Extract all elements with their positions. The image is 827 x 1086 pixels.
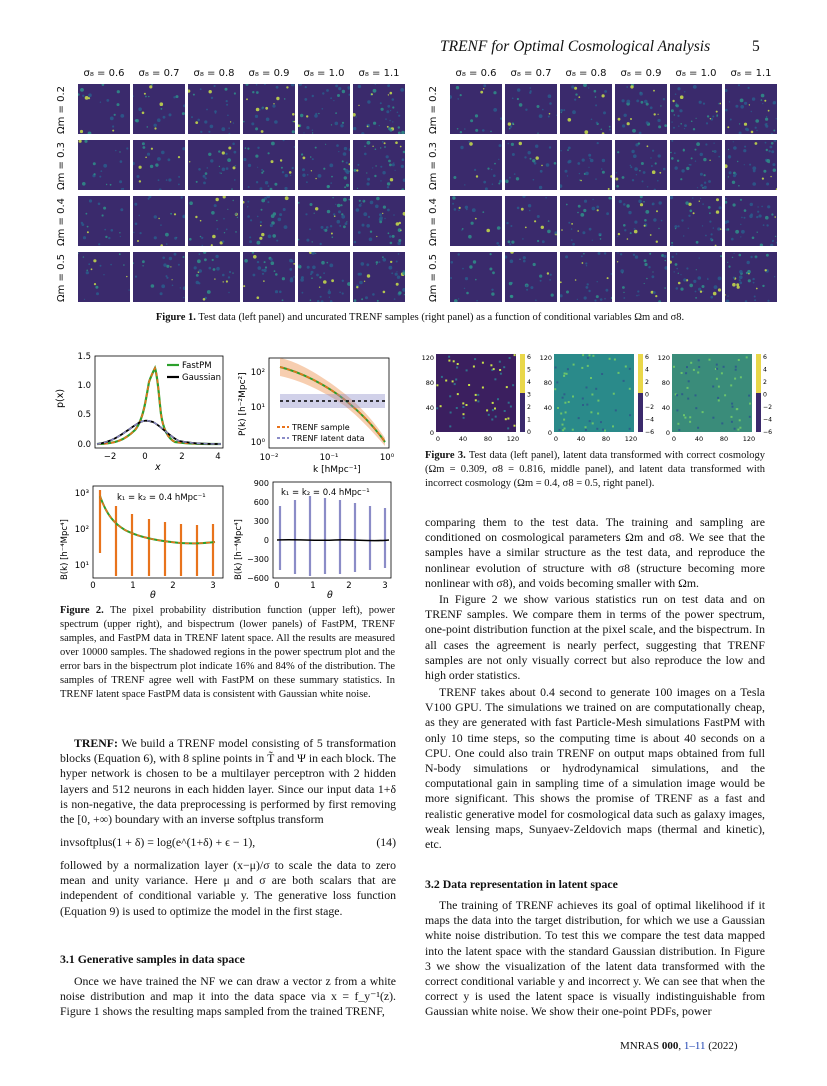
figure-2-caption-label: Figure 2. [60,605,104,616]
density-map-tile [188,196,240,246]
density-map-tile [615,196,667,246]
map-xtick: 80 [601,435,611,443]
map-xtick: 120 [742,435,756,443]
omega-m-row-label: Ωm = 0.5 [56,253,67,302]
bk-right-ylabel: B(k) [h⁻⁴Mpc⁴] [234,519,244,580]
colorbar-tick: 0 [763,391,767,399]
pdf-ylabel: p(x) [55,388,66,408]
map-ytick: 40 [425,404,434,412]
density-map-tile [298,196,350,246]
sigma8-column-label: σ₈ = 0.9 [620,68,662,79]
bk-right-xtick: 1 [310,581,316,591]
map-ytick: 120 [539,354,552,362]
legend-fastpm-label: FastPM [182,361,212,371]
density-map-tile [188,140,240,190]
density-map-tile [353,140,405,190]
colorbar-tick: −2 [645,404,655,411]
figure-3-caption [425,449,765,491]
density-map-tile [298,84,350,134]
map-xtick: 120 [624,435,638,443]
colorbar-tick: −4 [763,416,772,424]
density-map-tile [133,252,185,302]
bk-left-xtick: 0 [90,581,96,591]
pk-latent-band [280,394,385,408]
density-map-tile [78,196,130,246]
map-xtick: 80 [719,435,729,443]
figure-3-caption-label: Figure 3. [425,450,466,461]
sigma8-column-label: σ₈ = 0.6 [83,68,125,79]
density-map-tile [450,252,502,302]
right-paragraph-1 [425,515,765,591]
colorbar-tick: 1 [527,416,531,424]
density-map-tile [505,140,557,190]
pdf-gaussian-curve [97,421,221,444]
bk-right-errorbars [280,496,385,576]
sigma8-column-label: σ₈ = 0.7 [138,68,180,79]
sigma8-column-label: σ₈ = 0.6 [455,68,497,79]
right-paragraph-3 [425,685,765,852]
density-map-tile [450,84,502,134]
map-xtick: 0 [435,435,441,443]
density-map-tile [725,196,777,246]
bk-left-ytick: 10¹ [74,561,89,571]
map-xtick: 120 [506,435,520,443]
density-map-tile [505,252,557,302]
omega-m-row-label: Ωm = 0.5 [428,253,439,302]
density-map-tile [298,140,350,190]
density-map-tile [188,84,240,134]
footer-year: (2022) [708,1040,738,1052]
density-map-tile [560,140,612,190]
equation-14 [60,835,396,850]
page-footer: MNRAS 000, 1–11 (2022) [620,1040,738,1052]
pdf-latent-curve [97,421,221,444]
map-ytick: 0 [547,429,552,437]
colorbar-tick: −4 [645,416,655,424]
omega-m-row-label: Ωm = 0.3 [428,141,439,190]
legend-trenf-sample-label: TRENF sample [292,423,350,432]
density-map-tile [670,84,722,134]
density-map-tile [353,252,405,302]
colorbar-tick: 4 [527,379,531,386]
section-3-2-heading: 3.2 Data representation in latent space [425,877,618,891]
pdf-ytick: 0.0 [77,440,91,450]
map-xtick: 40 [458,435,468,443]
map-xtick: 40 [694,435,704,443]
colorbar-tick: 3 [527,391,531,399]
colorbar-tick: 4 [645,366,649,374]
colorbar-tick: 5 [527,366,531,374]
density-map-tile [725,84,777,134]
density-map-tile [133,84,185,134]
colorbar-tick: −2 [763,404,772,411]
density-map-tile [615,252,667,302]
map-xtick: 0 [671,435,677,443]
pdf-xtick: −2 [103,452,117,462]
map-ytick: 0 [429,429,434,437]
pdf-ytick: 0.5 [77,410,91,420]
bk-right-ytick: −600 [247,574,269,583]
sigma8-column-label: σ₈ = 0.7 [510,68,552,79]
trenf-model-paragraph [60,736,396,827]
sigma8-column-label: σ₈ = 1.0 [675,68,717,79]
bk-right-panel [234,479,391,600]
density-map-tile [188,252,240,302]
density-map-tile [670,140,722,190]
pdf-ytick: 1.5 [77,352,91,362]
sigma8-column-label: σ₈ = 1.1 [730,68,772,79]
figure-2-caption-text: The pixel probability distribution function (upper left), power spectrum (upper right), and bispectrum (lower panels) of FastPM, TRENF samples, and FastPM data in TRENF latent space. All the results are measured over 10000 samples. The shadowed regions in the power spectrum plot and the error bars in the bispectrum plot indicate 16% and 84% of the distribution. The samples of TRENF agree well with FastPM on these summary statistics. In TRENF latent space FastPM data is consistent with Gaussian white noise. [60,605,395,700]
section-3-2-paragraph-text: The training of TRENF achieves its goal of optimal likelihood if it maps the data into the target distribution, for which we use a Gaussian white noise distribution. To test this we compare the test data mapped into the latent space with the standard Gaussian distribution. In Figure 3 we show the visualization of the latent data transformed with the correct conditional variable y and incorrect y. We can see that when the correct y is used the latent space is visually indistinguishable from Gaussian white noise. We show their one-point PDFs, power [425,898,765,1019]
legend-gaussian-label: Gaussian [182,373,221,383]
bk-right-xtick: 3 [382,581,388,591]
bk-left-ytick: 10² [74,525,89,535]
colorbar-tick: 6 [645,354,649,361]
density-map-tile [615,84,667,134]
density-map-tile [450,140,502,190]
density-map-tile [353,196,405,246]
right-paragraph-3-text: TRENF takes about 0.4 second to generate 100 images on a Tesla V100 GPU. The simulations we trained on are computationally cheap, as they are generated with fast Particle-Mesh simulations FastPM with only 10 time steps, so the computing time is about 40 seconds on a CPU. One could also train TRENF on output maps obtained from full N-body simulations or hydrodynamical simulations, and the computational gain in sampling time of a simulation image would be more significant. This shows the promise of TRENF as a fast and realistic generative model for cosmological data such as galaxy images, weak lensing maps, Sunyaev-Zeldovich maps (thermal and kinetic), etc. [425,685,765,852]
figure-1-test-data-grid [48,68,400,304]
map-xtick: 80 [483,435,493,443]
figure-1-trenf-samples-grid [420,68,772,304]
latent-map-panel [540,354,655,443]
density-map-tile [133,140,185,190]
colorbar-tick: −6 [645,429,655,436]
bk-left-xtick: 3 [210,581,216,591]
bk-right-ytick: 0 [263,536,269,545]
trenf-paragraph-lead: TRENF: [74,736,118,750]
map-ytick: 0 [665,429,670,437]
bk-right-ytick: 300 [253,517,269,526]
omega-m-row-label: Ωm = 0.2 [428,85,439,134]
bk-left-panel [60,486,223,600]
colorbar-tick: 0 [527,429,531,436]
footer-pages-link[interactable]: 1–11 [683,1040,706,1052]
figure-1-caption-text: Test data (left panel) and uncurated TRENF samples (right panel) as a function of conditional variables Ωm and σ8. [195,312,685,323]
density-map-tile [725,252,777,302]
trenf-paragraph-text: We build a TRENF model consisting of 5 transformation blocks (Equation 6), with 8 spline points in T̃ and Ψ in each block. The hyper network is chosen to be a multilayer perceptron with 2 hidden layers and 512 neurons in each hidden layer. Since our input data 1+δ is non-negative, the data preprocessing is performed by first removing the [0, +∞) boundary with an inverse softplus transform [60,736,396,827]
figure-3 [420,350,772,445]
pk-xtick: 10⁻¹ [319,453,339,463]
pk-ytick: 10² [250,368,265,378]
map-ytick: 80 [425,379,434,387]
map-ytick: 40 [661,404,670,412]
colorbar-tick: 2 [763,379,767,386]
latent-map-panel [658,354,772,443]
bk-right-annotation: k₁ = k₂ = 0.4 hMpc⁻¹ [281,488,370,498]
map-xtick: 40 [576,435,586,443]
sigma8-column-label: σ₈ = 1.1 [358,68,400,79]
density-map-tile [78,252,130,302]
density-map-tile [243,252,295,302]
figure-1-caption-label: Figure 1. [155,312,196,323]
bk-right-gaussian-curve [277,540,389,541]
map-ytick: 40 [543,404,552,412]
bk-left-ylabel: B(k) [h⁻⁴Mpc⁴] [60,519,70,580]
density-map-tile [505,84,557,134]
figure-3-caption-text: Test data (left panel), latent data transformed with correct cosmology (Ωm = 0.309, σ8 = 0.816, middle panel), and latent data transformed with incorrect cosmology (Ωm = 0.4, σ8 = 0.5, right panel). [425,450,765,489]
bk-right-ytick: 900 [253,479,269,488]
running-title: TRENF for Optimal Cosmological Analysis [440,38,711,55]
figure-2-caption [60,604,395,702]
sigma8-column-label: σ₈ = 1.0 [303,68,345,79]
bk-right-xtick: 2 [346,581,352,591]
equation-body: invsoftplus(1 + δ) = log(e^(1+δ) + ϵ − 1), [60,835,256,849]
right-paragraph-2 [425,592,765,683]
density-map-tile [560,252,612,302]
latent-map-image [436,354,516,432]
density-map-tile [450,196,502,246]
pdf-xtick: 0 [142,452,148,462]
density-map-tile [615,140,667,190]
pdf-xtick: 2 [179,452,185,462]
density-map-tile [670,252,722,302]
pdf-ytick: 1.0 [77,381,91,391]
sigma8-column-label: σ₈ = 0.8 [193,68,235,79]
density-map-tile [725,140,777,190]
pk-ytick: 10¹ [250,403,265,413]
density-map-tile [560,84,612,134]
density-map-tile [133,196,185,246]
density-map-tile [505,196,557,246]
footer-volume: 000 [661,1040,679,1052]
bk-left-xtick: 1 [130,581,136,591]
sigma8-column-label: σ₈ = 0.8 [565,68,607,79]
density-map-tile [78,140,130,190]
map-ytick: 80 [543,379,552,387]
pk-panel [238,358,395,475]
pk-ylabel: P(k) [h⁻²Mpc²] [238,372,248,436]
map-ytick: 120 [657,354,670,362]
bk-left-xlabel: θ [150,590,156,600]
latent-map-image [554,354,634,432]
density-map-tile [298,252,350,302]
bk-right-xlabel: θ [327,590,333,600]
density-map-tile [243,196,295,246]
figure-3-maps [420,350,772,445]
pdf-xlabel: x [155,462,161,473]
map-xtick: 0 [553,435,559,443]
footer-journal: MNRAS [620,1040,660,1052]
sigma8-column-label: σ₈ = 0.9 [248,68,290,79]
bk-right-ytick: −300 [247,555,269,564]
map-ytick: 120 [421,354,434,362]
bk-right-xtick: 0 [274,581,280,591]
density-map-tile [670,196,722,246]
pk-ytick: 10⁰ [250,438,265,448]
latent-map-panel [422,354,531,443]
colorbar-tick: −6 [763,429,772,436]
omega-m-row-label: Ωm = 0.4 [428,197,439,246]
section-3-2-paragraph [425,898,765,1020]
density-map-tile [78,84,130,134]
bk-left-annotation: k₁ = k₂ = 0.4 hMpc⁻¹ [117,493,206,503]
figure-2-plots [55,348,400,600]
density-map-tile [243,140,295,190]
colorbar-tick: 6 [527,354,531,361]
bk-left-ytick: 10³ [74,489,89,499]
normalization-paragraph [60,858,396,919]
pdf-panel [55,352,223,473]
bk-left-xtick: 2 [170,581,176,591]
section-3-1-paragraph-text: Once we have trained the NF we can draw a vector z from a white noise distribution and map it into the data space via x = f_y⁻¹(z). Figure 1 shows the resulting maps sampled from the trained TRENF, [60,974,396,1019]
omega-m-row-label: Ωm = 0.3 [56,141,67,190]
colorbar-tick: 4 [763,366,767,374]
equation-number: (14) [376,835,396,849]
colorbar-tick: 0 [645,391,649,399]
normalization-paragraph-text: followed by a normalization layer (x−μ)/σ to scale the data to zero mean and unity variance. Here μ and σ are both scalars that are independent of conditional variable y. The generative loss function (Equation 9) is used to optimize the model in the first stage. [60,858,396,918]
colorbar-tick: 2 [645,379,649,386]
page-number: 5 [752,38,760,55]
omega-m-row-label: Ωm = 0.4 [56,197,67,246]
pk-xtick: 10⁻² [259,453,279,463]
density-map-tile [243,84,295,134]
bk-right-ytick: 600 [253,498,269,507]
legend-latent-label: TRENF latent data [292,434,365,443]
pdf-xtick: 4 [215,452,221,462]
figure-2 [55,348,400,600]
figure-1-caption [100,311,740,325]
pk-xtick: 10⁰ [379,453,395,463]
density-map-tile [560,196,612,246]
figure-1 [48,68,778,304]
colorbar-tick: 2 [527,404,531,411]
pk-xlabel: k [hMpc⁻¹] [313,465,361,475]
colorbar-tick: 6 [763,354,767,361]
section-3-1-heading: 3.1 Generative samples in data space [60,952,245,966]
right-paragraph-1-text: comparing them to the test data. The training and sampling are conditioned on cosmological parameters Ωm and σ8. We see that the samples have a similar structure as the test data, and reproduce the nonlinear evolution of structure with σ8 (structure becoming more nonlinear with σ8), and voids becoming smaller with Ωm. [425,515,765,590]
right-paragraph-2-text: In Figure 2 we show various statistics run on test data and on TRENF samples. We compare them in terms of the power spectrum, one-point distribution function at the pixel scale, and the bispectrum. In all cases the agreement is nearly perfect, suggesting that TRENF samples are not only visually correct but also reproduce the low and high order statistics. [425,592,765,683]
section-3-1-paragraph [60,974,396,1020]
density-map-tile [353,84,405,134]
omega-m-row-label: Ωm = 0.2 [56,85,67,134]
map-ytick: 80 [661,379,670,387]
